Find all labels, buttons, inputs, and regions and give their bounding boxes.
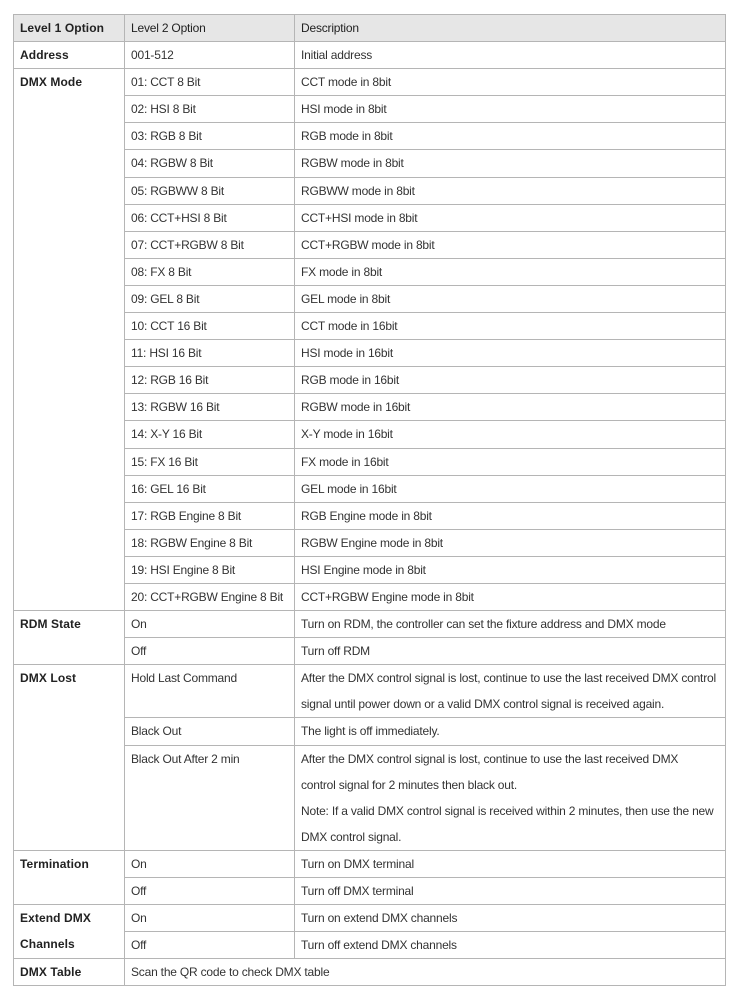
description-cell <box>295 665 726 718</box>
level1-dmx-table: DMX Table <box>14 959 125 986</box>
description-cell: Turn off extend DMX channels <box>295 932 726 959</box>
description-cell: Turn on RDM, the controller can set the fixture address and DMX mode <box>295 611 726 638</box>
description-cell: Turn off DMX terminal <box>295 878 726 905</box>
table-row <box>14 611 726 638</box>
level2-cell: Off <box>125 932 295 959</box>
description-cell: GEL mode in 16bit <box>295 475 726 502</box>
table-row <box>14 959 726 986</box>
level1-extend-dmx-channels <box>14 905 125 959</box>
level2-cell: 15: FX 16 Bit <box>125 448 295 475</box>
level2-cell: 05: RGBWW 8 Bit <box>125 177 295 204</box>
level1-label-line: Extend DMX <box>20 911 92 926</box>
level1-rdm-state: RDM State <box>14 611 125 665</box>
level2-cell: 11: HSI 16 Bit <box>125 340 295 367</box>
level2-cell: 16: GEL 16 Bit <box>125 475 295 502</box>
description-cell: RGB mode in 16bit <box>295 367 726 394</box>
description-line: After the DMX control signal is lost, continue to use the last received DMX <box>301 751 679 766</box>
table-row <box>14 850 726 877</box>
description-cell: Initial address <box>295 42 726 69</box>
level1-dmx-mode: DMX Mode <box>14 69 125 611</box>
level2-cell: 02: HSI 8 Bit <box>125 96 295 123</box>
level2-cell: Hold Last Command <box>125 665 295 718</box>
description-cell: RGBWW mode in 8bit <box>295 177 726 204</box>
description-cell: RGBW mode in 8bit <box>295 150 726 177</box>
level2-cell: 13: RGBW 16 Bit <box>125 394 295 421</box>
description-cell: CCT+HSI mode in 8bit <box>295 204 726 231</box>
description-cell: CCT+RGBW mode in 8bit <box>295 231 726 258</box>
description-cell: RGBW mode in 16bit <box>295 394 726 421</box>
level2-cell: 18: RGBW Engine 8 Bit <box>125 529 295 556</box>
level2-cell: 08: FX 8 Bit <box>125 258 295 285</box>
description-cell: HSI mode in 8bit <box>295 96 726 123</box>
level2-cell: Off <box>125 638 295 665</box>
description-cell: RGB Engine mode in 8bit <box>295 502 726 529</box>
dmx-table-note: Scan the QR code to check DMX table <box>125 959 726 986</box>
description-cell: FX mode in 8bit <box>295 258 726 285</box>
level2-cell: 19: HSI Engine 8 Bit <box>125 556 295 583</box>
level2-cell: 14: X-Y 16 Bit <box>125 421 295 448</box>
level2-cell: 01: CCT 8 Bit <box>125 69 295 96</box>
description-cell: Turn on DMX terminal <box>295 850 726 877</box>
level2-cell: 04: RGBW 8 Bit <box>125 150 295 177</box>
level2-cell: 001-512 <box>125 42 295 69</box>
description-cell: CCT mode in 16bit <box>295 313 726 340</box>
table-row <box>14 42 726 69</box>
description-cell: CCT+RGBW Engine mode in 8bit <box>295 583 726 610</box>
level1-label-line: Channels <box>20 937 75 952</box>
header-description: Description <box>295 15 726 42</box>
description-cell: GEL mode in 8bit <box>295 285 726 312</box>
header-level2: Level 2 Option <box>125 15 295 42</box>
level2-cell: On <box>125 905 295 932</box>
level2-cell: Off <box>125 878 295 905</box>
dmx-settings-table <box>13 14 726 986</box>
description-cell <box>295 718 726 745</box>
description-cell: HSI Engine mode in 8bit <box>295 556 726 583</box>
table-row <box>14 69 726 96</box>
level2-cell: 17: RGB Engine 8 Bit <box>125 502 295 529</box>
description-line: After the DMX control signal is lost, continue to use the last received DMX control <box>301 671 716 686</box>
level2-cell: 09: GEL 8 Bit <box>125 285 295 312</box>
description-cell: Turn on extend DMX channels <box>295 905 726 932</box>
level1-address: Address <box>14 42 125 69</box>
description-line: signal until power down or a valid DMX control signal is received again. <box>301 697 665 712</box>
level2-cell: Black Out <box>125 718 295 745</box>
description-cell: FX mode in 16bit <box>295 448 726 475</box>
header-row <box>14 15 726 42</box>
level2-cell: 10: CCT 16 Bit <box>125 313 295 340</box>
description-line: The light is off immediately. <box>301 724 440 739</box>
level2-cell: 07: CCT+RGBW 8 Bit <box>125 231 295 258</box>
description-cell <box>295 745 726 850</box>
level2-cell: 06: CCT+HSI 8 Bit <box>125 204 295 231</box>
table-row <box>14 905 726 932</box>
description-cell: Turn off RDM <box>295 638 726 665</box>
level1-dmx-lost: DMX Lost <box>14 665 125 851</box>
description-cell: CCT mode in 8bit <box>295 69 726 96</box>
level2-cell: Black Out After 2 min <box>125 745 295 850</box>
description-cell: RGB mode in 8bit <box>295 123 726 150</box>
header-level1: Level 1 Option <box>14 15 125 42</box>
description-cell: X-Y mode in 16bit <box>295 421 726 448</box>
level2-cell: On <box>125 611 295 638</box>
table-row <box>14 665 726 718</box>
description-cell: HSI mode in 16bit <box>295 340 726 367</box>
description-line: DMX control signal. <box>301 829 402 844</box>
level1-termination: Termination <box>14 850 125 904</box>
description-line: Note: If a valid DMX control signal is received within 2 minutes, then use the new <box>301 803 714 818</box>
level2-cell: 20: CCT+RGBW Engine 8 Bit <box>125 583 295 610</box>
level2-cell: 03: RGB 8 Bit <box>125 123 295 150</box>
description-line: control signal for 2 minutes then black out. <box>301 777 517 792</box>
level2-cell: 12: RGB 16 Bit <box>125 367 295 394</box>
level2-cell: On <box>125 850 295 877</box>
description-cell: RGBW Engine mode in 8bit <box>295 529 726 556</box>
